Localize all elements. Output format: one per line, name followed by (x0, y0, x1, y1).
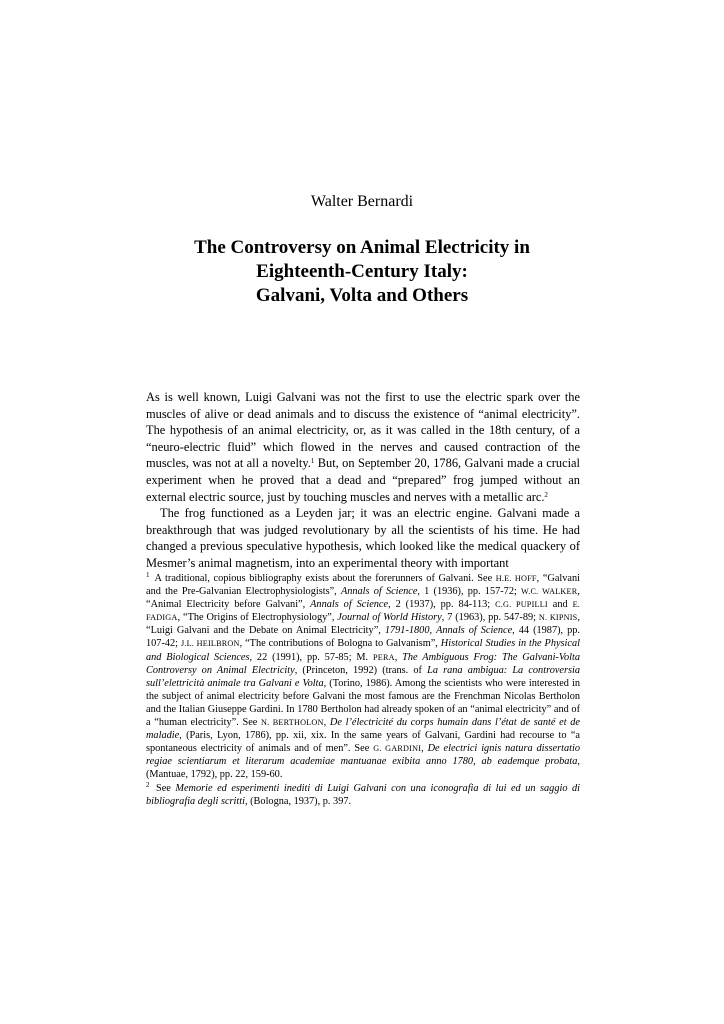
fn1-journal: Historical Studies in the Physical and Biological Sciences (146, 638, 580, 663)
title-line-3: Galvani, Volta and Others (255, 285, 469, 306)
fn1-s19: , (421, 743, 428, 755)
fn1-s16: , (Torino, 1986). Among the scientists who were interested in the subject of animal electricity before Galvani the most famous are the Frenchman Nicolas Bertholon and the Italian Giuseppe Gardini. In 1780 Bertholon had already spoken of an “animal electricity” and of a “human electricity”. See (146, 677, 580, 729)
footnotes (146, 572, 580, 808)
paragraph-2 (146, 505, 580, 571)
footnote-1 (146, 572, 580, 782)
fn1-s05: , 2 (1937), pp. 84-113; (388, 599, 496, 611)
fn1-s18: , (Paris, Lyon, 1786), pp. xii, xix. In the same years of Galvani, Gardini had recourse to “a spontaneous electricity of animals and of men”. See (146, 730, 580, 755)
fn1-s04: , “Animal Electricity before Galvani”, (146, 586, 580, 611)
fn1-s13: , 22 (1991), pp. 57-85; M. (249, 651, 373, 663)
fn1-years: 1791-1800 (384, 625, 430, 637)
fn1-book-title: The Ambiguous Frog: The Galvani-Volta Controversy on Animal Electricity (146, 651, 581, 676)
paper-title (0, 236, 724, 308)
fn1-journal: Annals of Science (436, 625, 513, 637)
footnote-ref-2: 2 (544, 490, 548, 499)
fn1-author: G. GARDINI (373, 744, 422, 754)
fn1-journal: Journal of World History (337, 612, 442, 624)
paragraph-2-text: The frog functioned as a Leyden jar; it was an electric engine. Galvani made a breakthrough that was judged revolutionary by all the scientists of his time. He had changed a previous speculative hypothesis, which looked like the medical quackery of Mesmer’s animal magnetism, into an experimental theory with important (146, 506, 580, 570)
fn1-s02: , “Galvani and the Pre-Galvanian Electrophysiologists”, (146, 573, 580, 598)
fn1-book-title: De electrici ignis natura dissertatio regiae scientiarum et literarum academiae mantuanae exibita anno 1780, ab eademque probata (146, 743, 580, 768)
fn1-journal: Annals of Science (310, 599, 389, 611)
fn1-book-title: De l’électricité du corps humain dans l’état de santé et de maladie (146, 717, 580, 742)
paragraph-1-text-a: As is well known, Luigi Galvani was not the first to use the electric spark over the muscles of alive or dead animals and to discuss the existence of “animal electricity”. The hypothesis of an animal electricity, or, as it was called in the 18th century, of a “neuro-electric fluid” which flowed in the nerves and caused contraction of the muscles, was not at all a novelty. (146, 390, 580, 471)
fn1-s01: A traditional, copious bibliography exists about the forerunners of Galvani. See (151, 573, 496, 584)
fn1-s17: , (323, 717, 330, 729)
fn2-book-title: Memorie ed esperimenti inediti di Luigi Galvani con una iconografia di lui ed un saggio di bibliografia degli scritti (146, 782, 581, 807)
fn1-author: N. KIPNIS (538, 613, 578, 623)
title-line-1: The Controversy on Animal Electricity in (194, 237, 530, 258)
footnote-2-mark: 2 (146, 780, 150, 789)
paragraph-1-text-b: But, on September 20, 1786, Galvani made a crucial experiment when he proved that a dead and “prepared” frog jumped without an external electric source, just by touching muscles and nerves with a metallic arc. (146, 456, 580, 504)
fn1-book-title: La rana ambigua: La controversia sull’elettricità animale tra Galvani e Volta (146, 664, 581, 689)
footnote-1-mark: 1 (146, 571, 150, 579)
fn1-s07: , “The Origins of Electrophysiology”, (177, 612, 338, 624)
fn1-author: W.C. WALKER (521, 587, 578, 597)
fn1-author: E. FADIGA (146, 600, 581, 623)
fn1-s08: , 7 (1963), pp. 547-89; (441, 612, 539, 624)
fn1-s03: , 1 (1936), pp. 157-72; (417, 586, 522, 598)
fn1-s20: , (Mantuae, 1792), pp. 22, 159-60. (146, 756, 580, 781)
fn2-s01: See (151, 782, 176, 794)
paragraph-1 (146, 389, 580, 505)
fn1-author: N. BERTHOLON (261, 718, 324, 728)
footnote-2 (146, 782, 580, 808)
author-name: Walter Bernardi (310, 193, 414, 210)
fn1-s11: , 44 (1987), pp. 107-42; (146, 625, 580, 650)
fn1-journal: Annals of Science (340, 586, 418, 598)
fn1-author: C.G. PUPILLI (495, 600, 548, 610)
footnote-ref-1: 1 (310, 457, 315, 466)
fn2-s02: , (Bologna, 1937), p. 397. (244, 795, 352, 807)
body-text (146, 389, 580, 572)
fn1-author: J.L. HEILBRON (180, 639, 240, 649)
fn1-s10: , (429, 625, 437, 637)
fn1-s09: , “Luigi Galvani and the Debate on Animal Electricity”, (146, 612, 580, 637)
fn1-s14: , (394, 651, 403, 663)
fn1-s15: , (Princeton, 1992) (trans. of (294, 664, 428, 676)
fn1-author: PERA (373, 652, 395, 662)
title-line-2: Eighteenth-Century Italy: (256, 261, 468, 282)
fn1-s06: and (547, 599, 573, 611)
fn1-s12: , “The contributions of Bologna to Galvanism”, (239, 638, 441, 650)
fn1-author: H.E. HOFF (495, 574, 537, 583)
